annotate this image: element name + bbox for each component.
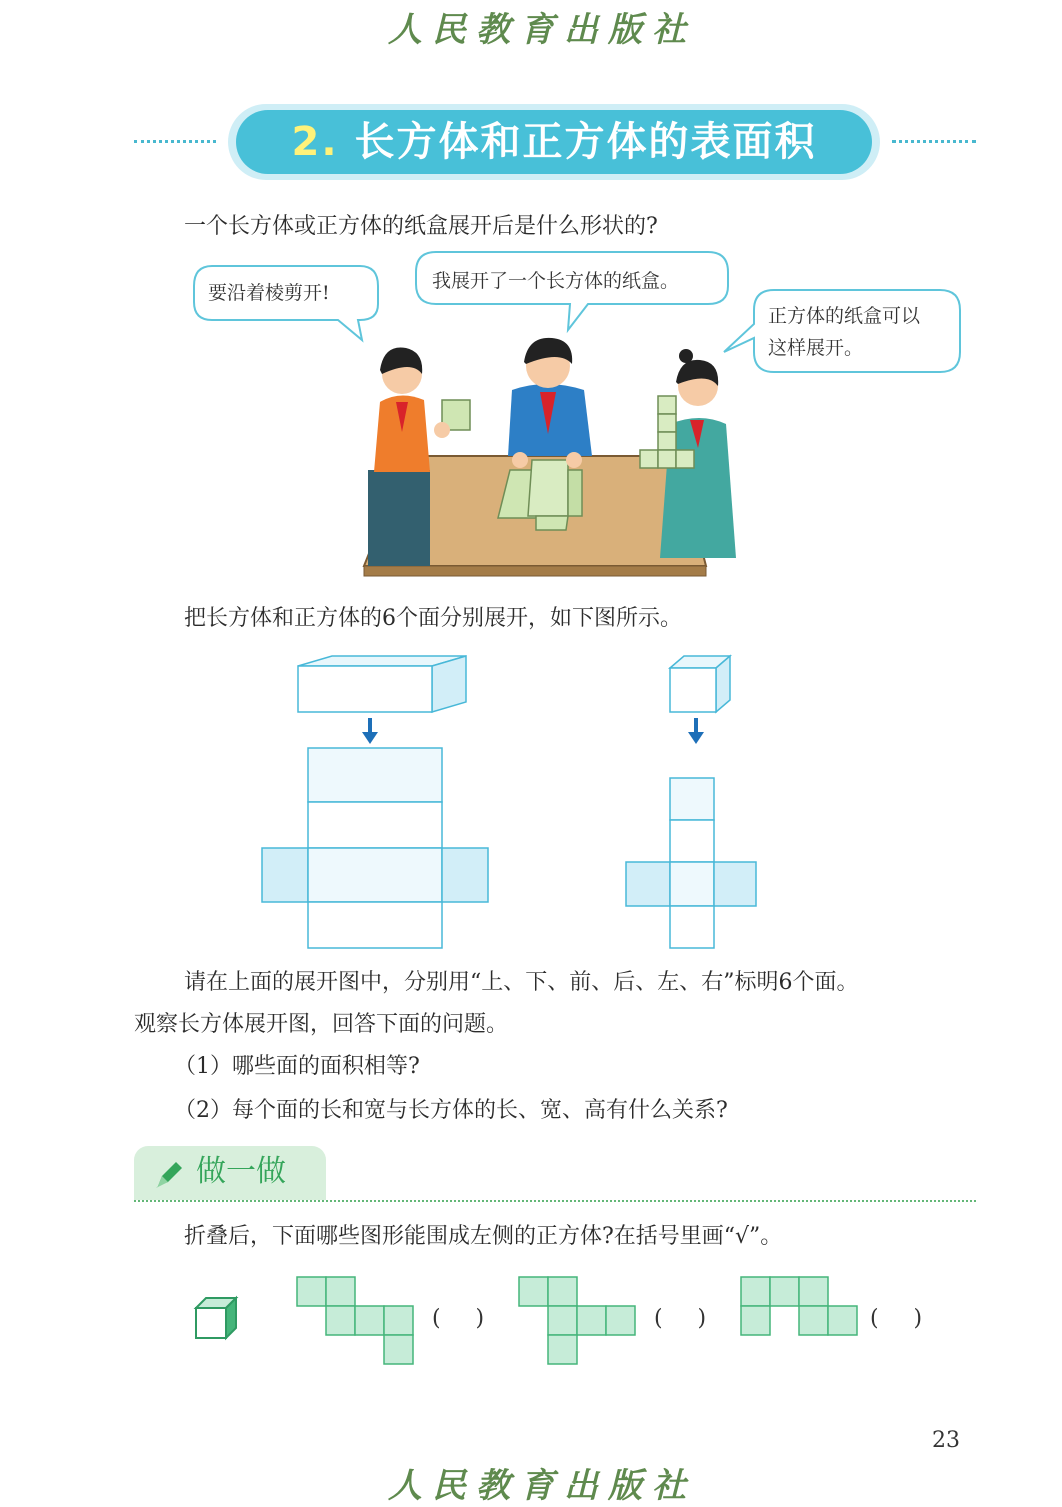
reference-cube (190, 1290, 250, 1346)
answer-bracket-2[interactable]: ( ) (654, 1306, 707, 1331)
title-dots-right (892, 140, 976, 143)
net-option-2 (516, 1274, 640, 1368)
cuboid-figure (256, 652, 496, 952)
children-illustration (360, 330, 740, 580)
down-arrow-icon (688, 718, 704, 744)
question-2: （2）每个面的长和宽与长方体的长、宽、高有什么关系? (174, 1098, 728, 1123)
net-face-top (308, 748, 442, 802)
cube-3d (670, 656, 730, 712)
task-line-1: 请在上面的展开图中，分别用“上、下、前、后、左、右”标明6个面。 (184, 970, 859, 995)
unfold-text: 把长方体和正方体的6个面分别展开，如下图所示。 (184, 606, 682, 631)
publisher-logo-top: 人民教育出版社 (388, 10, 696, 50)
section-title-text: 长方体和正方体的表面积 (354, 119, 817, 165)
cube-figure (620, 652, 770, 952)
answer-bracket-1[interactable]: ( ) (432, 1306, 485, 1331)
do-it-divider (134, 1200, 976, 1202)
do-it-label: 做一做 (196, 1154, 286, 1189)
answer-bracket-3[interactable]: ( ) (870, 1306, 923, 1331)
cube-net (626, 778, 756, 948)
net-face-left (262, 848, 308, 902)
net-face-bottom (308, 902, 442, 948)
bubble-left-text: 要沿着棱剪开! (208, 282, 330, 304)
publisher-logo-bottom: 人民教育出版社 (388, 1466, 696, 1506)
net-face-right (442, 848, 488, 902)
net-face (308, 802, 442, 848)
section-title (236, 110, 872, 174)
boy-middle (508, 338, 592, 468)
intro-question: 一个长方体或正方体的纸盒展开后是什么形状的? (184, 214, 658, 239)
section-number: 2. (291, 119, 339, 165)
task-line-2: 观察长方体展开图，回答下面的问题。 (134, 1012, 509, 1037)
question-1: （1）哪些面的面积相等? (174, 1054, 420, 1079)
bubble-middle-text: 我展开了一个长方体的纸盒。 (432, 270, 680, 292)
net-face-front (308, 848, 442, 902)
cuboid-3d (298, 656, 466, 712)
title-dots-left (134, 140, 216, 143)
net-option-1 (294, 1274, 418, 1368)
do-it-instruction: 折叠后，下面哪些图形能围成左侧的正方体?在括号里画“√”。 (184, 1224, 783, 1249)
bubble-right-text: 正方体的纸盒可以 这样展开。 (768, 305, 921, 359)
net-option-3 (738, 1274, 862, 1340)
down-arrow-icon (362, 718, 378, 744)
cuboid-net (262, 748, 488, 948)
pencil-icon (152, 1158, 186, 1192)
page-number: 23 (932, 1428, 960, 1453)
